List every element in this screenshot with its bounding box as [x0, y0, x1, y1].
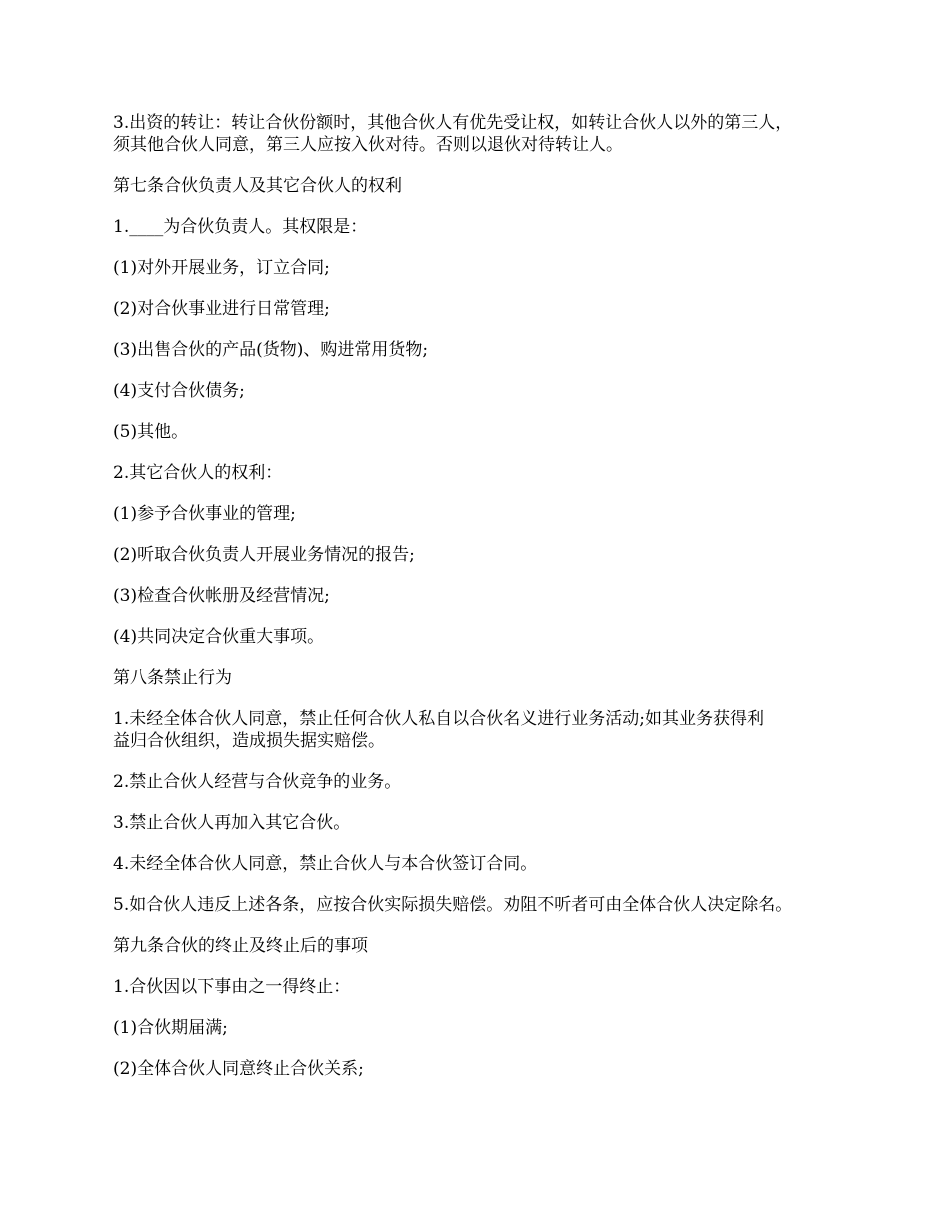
text-line: 5.如合伙人违反上述各条，应按合伙实际损失赔偿。劝阻不听者可由全体合伙人决定除名。: [113, 895, 793, 915]
paragraph: [113, 812, 863, 834]
paragraph: [113, 544, 863, 566]
paragraph: [113, 421, 863, 443]
paragraph: [113, 503, 863, 525]
paragraph: [113, 853, 863, 875]
paragraph: [113, 257, 863, 279]
paragraph: [113, 708, 863, 752]
text-line: (1)对外开展业务，订立合同;: [113, 258, 330, 278]
text-line: (3)检查合伙帐册及经营情况;: [113, 586, 330, 606]
paragraph: [113, 462, 863, 484]
text-line: 1.____为合伙负责人。其权限是：: [113, 217, 368, 237]
text-line: 2.其它合伙人的权利：: [113, 463, 283, 483]
document-body: [113, 112, 863, 1080]
paragraph: [113, 298, 863, 320]
paragraph: [113, 667, 863, 689]
text-line: 第九条合伙的终止及终止后的事项: [113, 936, 368, 956]
text-line: (1)合伙期届满;: [113, 1018, 228, 1038]
paragraph: [113, 380, 863, 402]
text-line: 2.禁止合伙人经营与合伙竞争的业务。: [113, 772, 402, 792]
text-line: (4)支付合伙债务;: [113, 381, 245, 401]
text-line: 第八条禁止行为: [113, 668, 232, 688]
text-line: (3)出售合伙的产品(货物)、购进常用货物;: [113, 340, 429, 360]
paragraph: [113, 976, 863, 998]
paragraph: [113, 771, 863, 793]
paragraph: [113, 216, 863, 238]
paragraph: [113, 112, 863, 156]
paragraph: [113, 894, 863, 916]
text-line: 须其他合伙人同意，第三人应按入伙对待。否则以退伙对待转让人。: [113, 135, 623, 155]
text-line: 第七条合伙负责人及其它合伙人的权利: [113, 176, 402, 196]
paragraph: [113, 935, 863, 957]
paragraph: [113, 1058, 863, 1080]
paragraph: [113, 585, 863, 607]
paragraph: [113, 175, 863, 197]
text-line: (2)对合伙事业进行日常管理;: [113, 299, 330, 319]
text-line: (1)参予合伙事业的管理;: [113, 504, 296, 524]
text-line: 1.合伙因以下事由之一得终止：: [113, 977, 351, 997]
text-line: 4.未经全体合伙人同意，禁止合伙人与本合伙签订合同。: [113, 854, 538, 874]
text-line: 益归合伙组织，造成损失据实赔偿。: [113, 731, 385, 751]
text-line: 3.出资的转让：转让合伙份额时，其他合伙人有优先受让权，如转让合伙人以外的第三人，: [113, 113, 793, 133]
paragraph: [113, 1017, 863, 1039]
text-line: (4)共同决定合伙重大事项。: [113, 627, 325, 647]
text-line: 1.未经全体合伙人同意，禁止任何合伙人私自以合伙名义进行业务活动;如其业务获得利: [113, 709, 764, 729]
paragraph: [113, 339, 863, 361]
document-page: [113, 112, 863, 1099]
text-line: (5)其他。: [113, 422, 189, 442]
text-line: 3.禁止合伙人再加入其它合伙。: [113, 813, 351, 833]
paragraph: [113, 626, 863, 648]
text-line: (2)全体合伙人同意终止合伙关系;: [113, 1059, 364, 1079]
text-line: (2)听取合伙负责人开展业务情况的报告;: [113, 545, 415, 565]
